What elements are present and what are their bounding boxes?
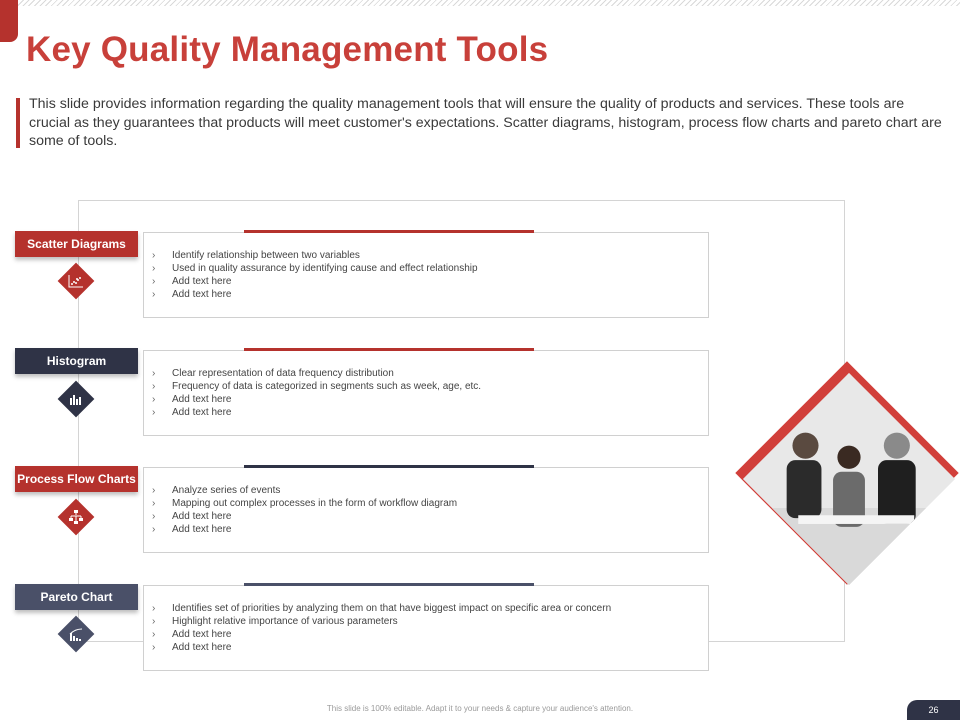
chevron-right-icon: › bbox=[152, 511, 156, 522]
pareto-chart-icon bbox=[57, 615, 95, 653]
tool-label-histogram: Histogram bbox=[15, 348, 138, 374]
top-tab-decoration bbox=[0, 0, 18, 42]
box-accent-line bbox=[244, 465, 534, 468]
page-number: 26 bbox=[907, 700, 960, 720]
box-accent-line bbox=[244, 348, 534, 351]
bullet-text: Add text here bbox=[172, 407, 232, 418]
tool-label-process-flow-charts: Process Flow Charts bbox=[15, 466, 138, 492]
list-item bbox=[152, 275, 478, 288]
chevron-right-icon: › bbox=[152, 603, 156, 614]
bullet-list bbox=[152, 602, 611, 654]
chevron-right-icon: › bbox=[152, 368, 156, 379]
bullet-text: Add text here bbox=[172, 289, 232, 300]
chevron-right-icon: › bbox=[152, 485, 156, 496]
chevron-right-icon: › bbox=[152, 407, 156, 418]
chevron-right-icon: › bbox=[152, 276, 156, 287]
chevron-right-icon: › bbox=[152, 524, 156, 535]
page-title: Key Quality Management Tools bbox=[26, 30, 549, 69]
bar-chart-icon bbox=[57, 380, 95, 418]
bullet-text: Add text here bbox=[172, 524, 232, 535]
bullet-list bbox=[152, 367, 481, 419]
list-item bbox=[152, 393, 481, 406]
bullet-text: Add text here bbox=[172, 642, 232, 653]
tool-label-scatter-diagrams: Scatter Diagrams bbox=[15, 231, 138, 257]
bullet-text: Clear representation of data frequency distribution bbox=[172, 368, 394, 379]
list-item bbox=[152, 641, 611, 654]
chevron-right-icon: › bbox=[152, 289, 156, 300]
list-item bbox=[152, 249, 478, 262]
bullet-text: Highlight relative importance of various parameters bbox=[172, 616, 398, 627]
list-item bbox=[152, 510, 457, 523]
bullet-text: Add text here bbox=[172, 629, 232, 640]
description-accent-bar bbox=[16, 98, 20, 148]
list-item bbox=[152, 497, 457, 510]
flowchart-icon bbox=[57, 498, 95, 536]
bullet-text: Used in quality assurance by identifying cause and effect relationship bbox=[172, 263, 478, 274]
bullet-list bbox=[152, 249, 478, 301]
list-item bbox=[152, 523, 457, 536]
list-item bbox=[152, 380, 481, 393]
bullet-text: Identifies set of priorities by analyzing them on that have biggest impact on specific area or concern bbox=[172, 603, 612, 614]
chevron-right-icon: › bbox=[152, 629, 156, 640]
chevron-right-icon: › bbox=[152, 642, 156, 653]
bullet-list bbox=[152, 484, 457, 536]
list-item bbox=[152, 602, 611, 615]
tool-box-pareto bbox=[143, 585, 709, 671]
list-item bbox=[152, 288, 478, 301]
description-text: This slide provides information regarding the quality management tools that will ensure the quality of products and services. These tools are crucial as they guarantees that products will meet customer's expectations. Scatter diagrams, histogram, process flow charts and pareto chart are some of tools. bbox=[29, 96, 942, 149]
bullet-text: Frequency of data is categorized in segments such as week, age, etc. bbox=[172, 381, 482, 392]
bullet-text: Add text here bbox=[172, 511, 232, 522]
chevron-right-icon: › bbox=[152, 381, 156, 392]
tool-box-scatter bbox=[143, 232, 709, 318]
scatter-plot-icon bbox=[57, 262, 95, 300]
list-item bbox=[152, 367, 481, 380]
bullet-text: Mapping out complex processes in the form of workflow diagram bbox=[172, 498, 458, 509]
box-accent-line bbox=[244, 583, 534, 586]
footer-note: This slide is 100% editable. Adapt it to your needs & capture your audience's attention. bbox=[326, 704, 634, 713]
chevron-right-icon: › bbox=[152, 250, 156, 261]
bullet-text: Identify relationship between two variables bbox=[172, 250, 360, 261]
box-accent-line bbox=[244, 230, 534, 233]
list-item bbox=[152, 262, 478, 275]
tool-box-process-flow bbox=[143, 467, 709, 553]
bullet-text: Analyze series of events bbox=[172, 485, 281, 496]
list-item bbox=[152, 406, 481, 419]
list-item bbox=[152, 484, 457, 497]
bullet-text: Add text here bbox=[172, 394, 232, 405]
chevron-right-icon: › bbox=[152, 498, 156, 509]
chevron-right-icon: › bbox=[152, 394, 156, 405]
top-stripe-decoration bbox=[0, 0, 960, 6]
bullet-text: Add text here bbox=[172, 276, 232, 287]
tool-box-histogram bbox=[143, 350, 709, 436]
list-item bbox=[152, 615, 611, 628]
list-item bbox=[152, 628, 611, 641]
chevron-right-icon: › bbox=[152, 263, 156, 274]
chevron-right-icon: › bbox=[152, 616, 156, 627]
tool-label-pareto-chart: Pareto Chart bbox=[15, 584, 138, 610]
